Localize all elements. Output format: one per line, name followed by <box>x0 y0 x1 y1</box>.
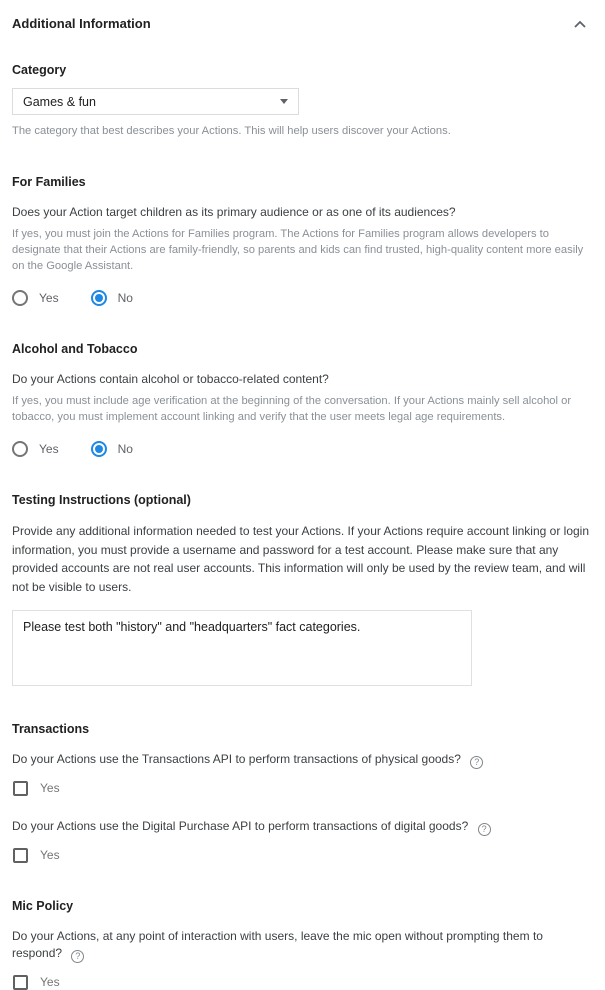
mic-policy-question: Do your Actions, at any point of interaction with users, leave the mic open without prompting them to respond? ? <box>12 928 543 961</box>
alcohol-tobacco-section <box>12 342 590 457</box>
mic-policy-heading: Mic Policy <box>12 898 74 913</box>
category-select[interactable] <box>12 88 299 115</box>
collapse-button[interactable] <box>570 14 590 33</box>
alcohol-tobacco-radio-no[interactable] <box>91 441 133 457</box>
testing-instructions-textarea[interactable] <box>12 610 472 686</box>
transactions-digital-question: Do your Actions use the Digital Purchase API to perform transactions of digital goods? ? <box>12 818 590 836</box>
help-icon[interactable]: ? <box>470 756 483 769</box>
dropdown-arrow-icon <box>280 99 288 104</box>
chevron-up-icon <box>574 16 586 31</box>
category-field <box>12 63 590 139</box>
checkbox-unchecked-icon <box>13 848 28 863</box>
testing-instructions-heading: Testing Instructions (optional) <box>12 493 191 508</box>
transactions-heading: Transactions <box>12 721 90 736</box>
alcohol-tobacco-radio-yes[interactable] <box>12 441 59 457</box>
radio-label: Yes <box>39 442 59 457</box>
mic-policy-checkbox[interactable] <box>13 975 590 990</box>
checkbox-unchecked-icon <box>13 781 28 796</box>
radio-checked-icon <box>91 441 107 457</box>
alcohol-tobacco-helper: If yes, you must include age verification at the beginning of the conversation. If your Actions mainly sell alcohol or tobacco, you must implement account linking and verify that the user meets legal age requirements. <box>12 394 572 423</box>
mic-policy-section <box>12 899 590 990</box>
section-title: Additional Information <box>12 16 151 31</box>
radio-checked-icon <box>91 290 107 306</box>
help-icon[interactable]: ? <box>71 950 84 963</box>
for-families-section <box>12 175 590 306</box>
checkbox-unchecked-icon <box>13 975 28 990</box>
for-families-heading: For Families <box>12 175 86 190</box>
category-selected-value: Games & fun <box>23 94 96 109</box>
help-icon[interactable]: ? <box>478 823 491 836</box>
transactions-section <box>12 722 590 863</box>
alcohol-tobacco-radio-group <box>12 441 590 457</box>
alcohol-tobacco-heading: Alcohol and Tobacco <box>12 342 138 357</box>
testing-instructions-description: Provide any additional information needed to test your Actions. If your Actions require account linking or login information, you must provide a username and password for a test account. Please make sure that any provided accounts are not real user accounts. This information will only be used by the review team, and will not be visible to users. <box>12 524 590 594</box>
category-label: Category <box>12 63 67 77</box>
radio-label: No <box>117 291 133 306</box>
for-families-radio-yes[interactable] <box>12 290 59 306</box>
radio-label: Yes <box>39 291 59 306</box>
transactions-digital-checkbox[interactable] <box>13 848 590 863</box>
testing-instructions-section <box>12 493 590 685</box>
for-families-question: Does your Action target children as its primary audience or as one of its audiences? <box>12 205 456 220</box>
radio-label: No <box>117 442 133 457</box>
for-families-helper: If yes, you must join the Actions for Families program. The Actions for Families program allows developers to designate that their Actions are family-friendly, so parents and kids can find trusted, high-quality content more easily on the Google Assistant. <box>12 227 584 273</box>
for-families-radio-group <box>12 290 590 306</box>
for-families-radio-no[interactable] <box>91 290 133 306</box>
checkbox-label: Yes <box>40 848 60 863</box>
section-header <box>12 14 590 33</box>
radio-unchecked-icon <box>12 290 28 306</box>
alcohol-tobacco-question: Do your Actions contain alcohol or tobacco-related content? <box>12 372 329 387</box>
checkbox-label: Yes <box>40 975 60 990</box>
checkbox-label: Yes <box>40 781 60 796</box>
radio-unchecked-icon <box>12 441 28 457</box>
category-helper-text: The category that best describes your Actions. This will help users discover your Actions. <box>12 125 451 137</box>
transactions-physical-question: Do your Actions use the Transactions API to perform transactions of physical goods? ? <box>12 751 590 769</box>
transactions-physical-checkbox[interactable] <box>13 781 590 796</box>
